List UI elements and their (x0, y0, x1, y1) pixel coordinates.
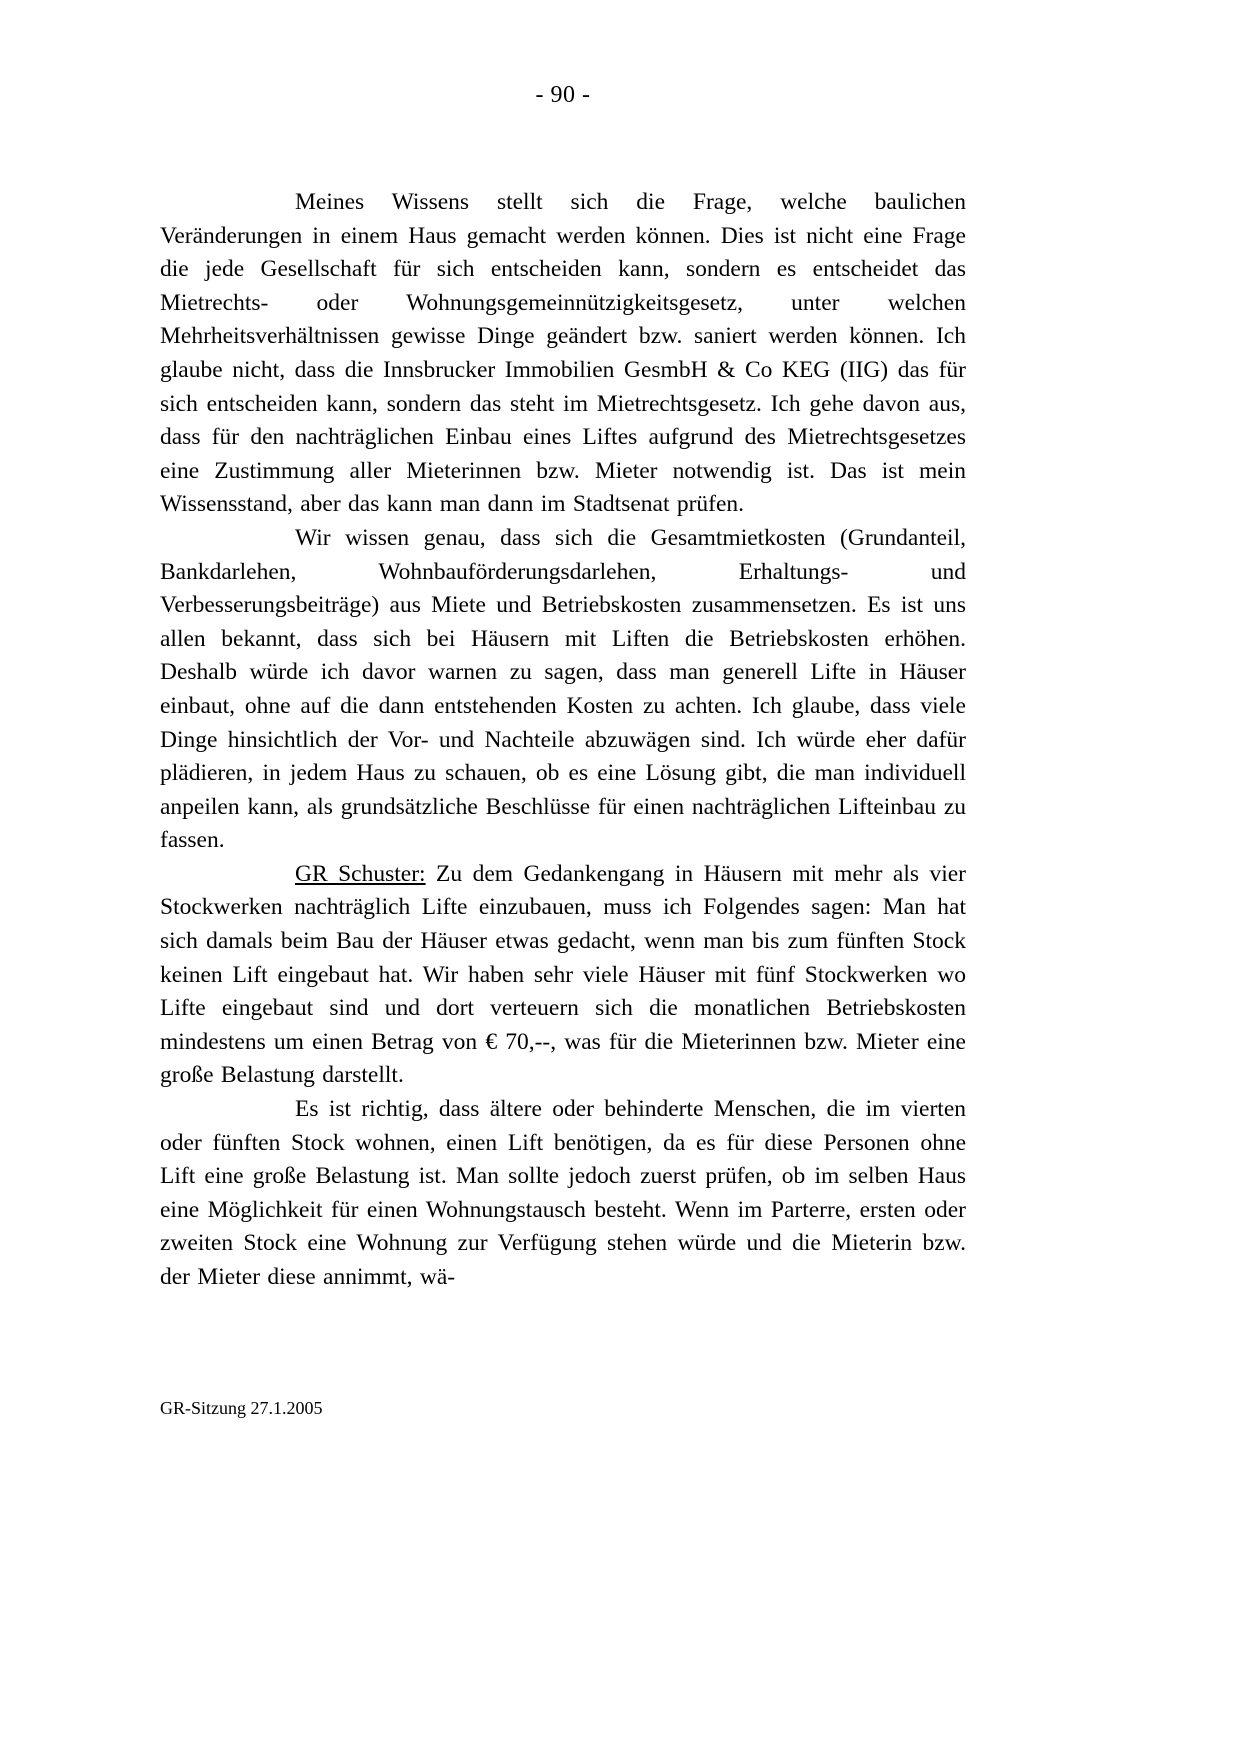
footer-session-label: GR-Sitzung 27.1.2005 (160, 1398, 323, 1418)
speaker-name: GR Schuster: (295, 860, 426, 887)
paragraph (160, 1093, 966, 1295)
paragraph (160, 186, 966, 522)
page-number: - 90 - (535, 82, 591, 108)
paragraph-text: Wir wissen genau, dass sich die Gesamtmietkosten (Grundanteil, Bankdarlehen, Wohnbauförderungsdarlehen, Erhaltungs- und Verbesserungsbeiträge) aus Miete und Betriebskosten zusammensetzen. Es ist uns allen bekannt, dass sich bei Häusern mit Liften die Betriebskosten erhöhen. Deshalb würde ich davor warnen zu sagen, dass man generell Lifte in Häuser einbaut, ohne auf die dann entstehenden Kosten zu achten. Ich glaube, dass viele Dinge hinsichtlich der Vor- und Nachteile abzuwägen sind. Ich würde eher dafür plädieren, in jedem Haus zu schauen, ob es eine Lösung gibt, die man individuell anpeilen kann, als grundsätzliche Beschlüsse für einen nachträglichen Lifteinbau zu fassen. (160, 524, 966, 854)
paragraph (160, 522, 966, 858)
paragraph-text: Es ist richtig, dass ältere oder behinderte Menschen, die im vierten oder fünften Stock wohnen, einen Lift benötigen, da es für diese Personen ohne Lift eine große Belastung ist. Man sollte jedoch zuerst prüfen, ob im selben Haus eine Möglichkeit für einen Wohnungstausch besteht. Wenn im Parterre, ersten oder zweiten Stock eine Wohnung zur Verfügung stehen würde und die Mieterin bzw. der Mieter diese annimmt, wä- (160, 1096, 966, 1290)
document-body (160, 186, 966, 1295)
paragraph (160, 858, 966, 1093)
paragraph-text: Zu dem Gedankengang in Häusern mit mehr als vier Stockwerken nachträglich Lifte einzubauen, muss ich Folgendes sagen: Man hat sich damals beim Bau der Häuser etwas gedacht, wenn man bis zum fünften Stock keinen Lift eingebaut hat. Wir haben sehr viele Häuser mit fünf Stockwerken wo Lifte eingebaut sind und dort verteuern sich die monatlichen Betriebskosten mindestens um einen Betrag von € 70,--, was für die Mieterinnen bzw. Mieter eine große Belastung darstellt. (160, 860, 966, 1089)
paragraph-text: Meines Wissens stellt sich die Frage, welche baulichen Veränderungen in einem Haus gemacht werden können. Dies ist nicht eine Frage die jede Gesellschaft für sich entscheiden kann, sondern es entscheidet das Mietrechts- oder Wohnungsgemeinnützigkeitsgesetz, unter welchen Mehrheitsverhältnissen gewisse Dinge geändert bzw. saniert werden können. Ich glaube nicht, dass die Innsbrucker Immobilien GesmbH & Co KEG (IIG) das für sich entscheiden kann, sondern das steht im Mietrechtsgesetz. Ich gehe davon aus, dass für den nachträglichen Einbau eines Liftes aufgrund des Mietrechtsgesetzes eine Zustimmung aller Mieterinnen bzw. Mieter notwendig ist. Das ist mein Wissensstand, aber das kann man dann im Stadtsenat prüfen. (160, 189, 966, 518)
